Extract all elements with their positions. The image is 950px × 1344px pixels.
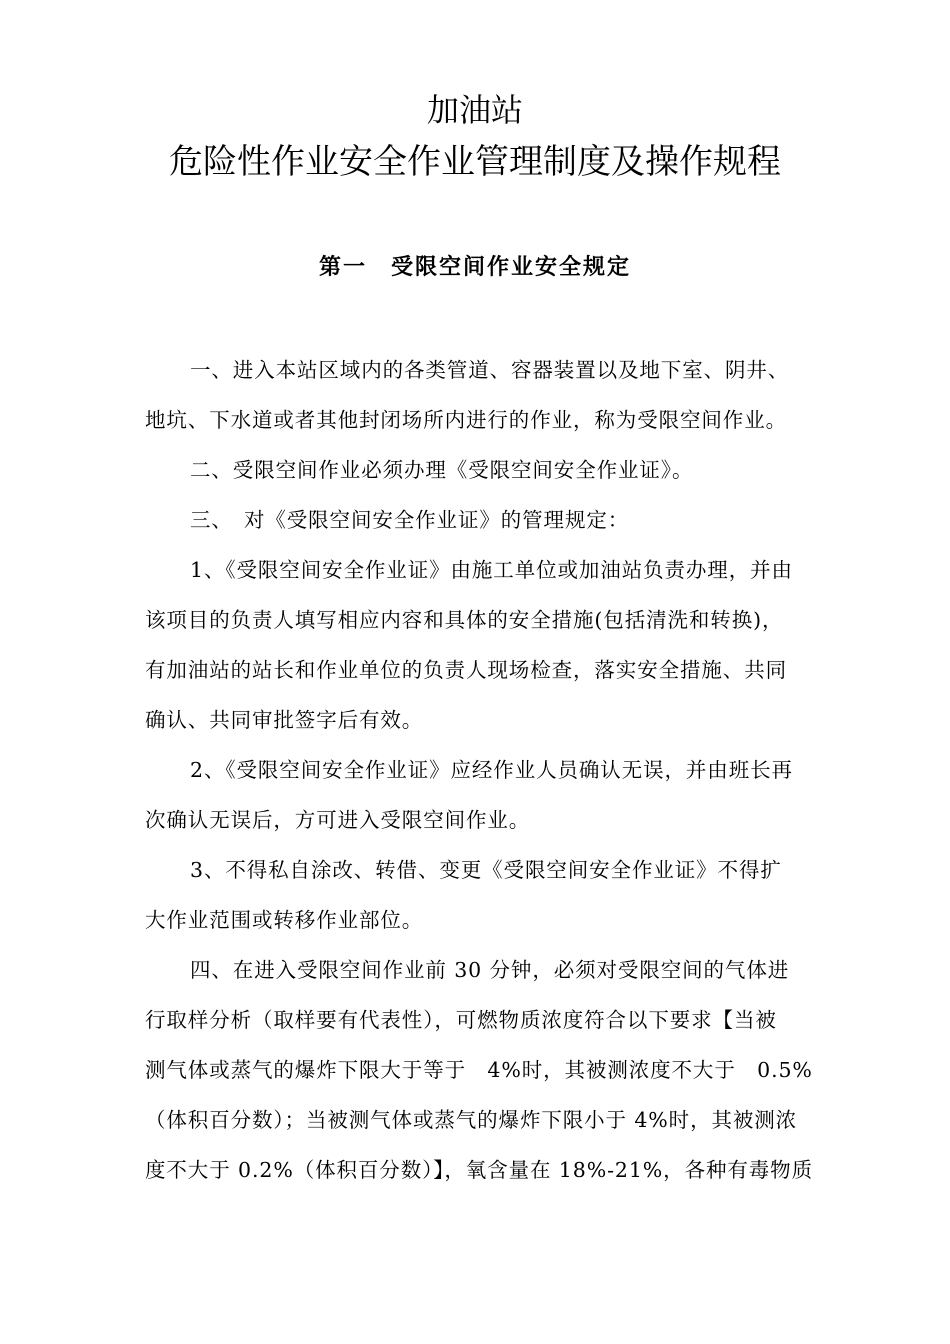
paragraph-line: 确认、共同审批签字后有效。 (145, 708, 424, 732)
paragraph-line: 二、受限空间作业必须办理《受限空间安全作业证》。 (190, 458, 694, 482)
paragraph-line: 行取样分析（取样要有代表性），可燃物质浓度符合以下要求【当被 (145, 1008, 777, 1032)
paragraph-line: 有加油站的站长和作业单位的负责人现场检查，落实安全措施、共同 (145, 658, 787, 682)
paragraph-line: 大作业范围或转移作业部位。 (145, 908, 424, 932)
paragraph-line: 度不大于 0.2%（体积百分数）】，氧含量在 18%-21%，各种有毒物质 (145, 1158, 813, 1182)
paragraph-line: 测气体或蒸气的爆炸下限大于等于 4%时，其被测浓度不大于 0.5% (145, 1058, 813, 1082)
paragraph-line: 地坑、下水道或者其他封闭场所内进行的作业，称为受限空间作业。 (145, 408, 787, 432)
section-heading: 第一 受限空间作业安全规定 (318, 255, 631, 280)
paragraph-line: 1、《受限空间安全作业证》由施工单位或加油站负责办理，并由 (190, 558, 793, 582)
document-title-line1: 加油站 (426, 91, 523, 129)
paragraph-line: 3、不得私自涂改、转借、变更《受限空间安全作业证》不得扩 (190, 858, 782, 882)
paragraph-line: （体积百分数）；当被测气体或蒸气的爆炸下限小于 4%时，其被测浓 (145, 1108, 798, 1132)
paragraph-line: 2、《受限空间安全作业证》应经作业人员确认无误，并由班长再 (190, 758, 793, 782)
paragraph-line: 次确认无误后，方可进入受限空间作业。 (145, 808, 531, 832)
document-title-line2: 危险性作业安全作业管理制度及操作规程 (169, 142, 781, 182)
paragraph-line: 一、进入本站区域内的各类管道、容器装置以及地下室、阴井、 (190, 358, 790, 382)
paragraph-line: 三、 对《受限空间安全作业证》的管理规定： (190, 508, 630, 532)
paragraph-line: 该项目的负责人填写相应内容和具体的安全措施(包括清洗和转换)， (145, 608, 784, 632)
paragraph-line: 四、在进入受限空间作业前 30 分钟，必须对受限空间的气体进 (190, 958, 790, 982)
